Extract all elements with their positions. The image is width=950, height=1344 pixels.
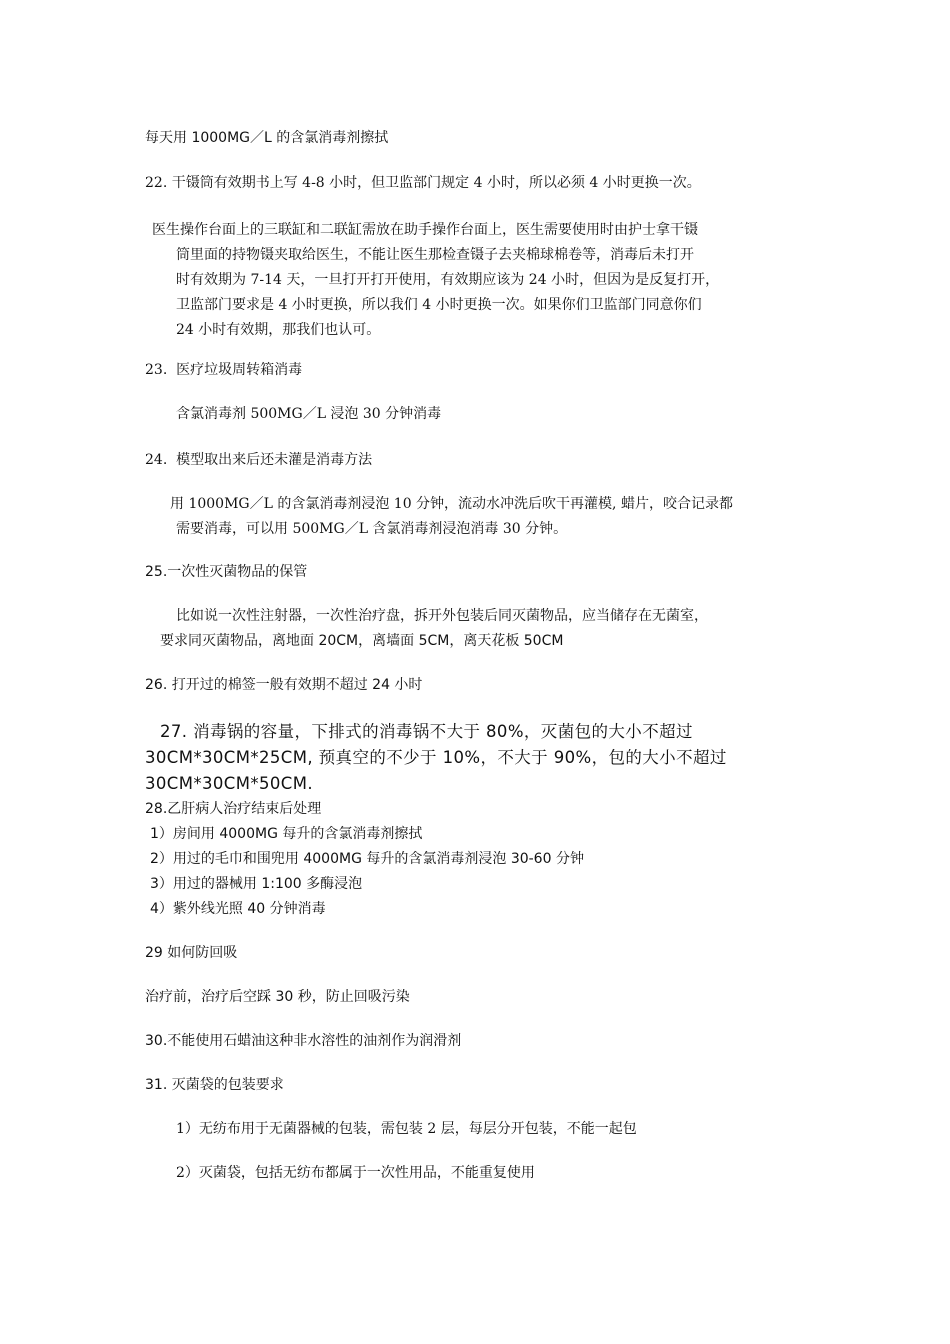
item-27-line-1: 27. 消毒锅的容量，下排式的消毒锅不大于 80%，灭菌包的大小不超过 (160, 722, 693, 741)
item-31-point-2: 2）灭菌袋，包括无纺布都属于一次性用品，不能重复使用 (176, 1165, 535, 1181)
item-28-step-4: 4）紫外线光照 40 分钟消毒 (150, 901, 326, 917)
item-22-para-line-3: 时有效期为 7-14 天，一旦打开打开使用，有效期应该为 24 小时，但因为是反复打开， (176, 272, 720, 288)
item-26-heading: 26. 打开过的棉签一般有效期不超过 24 小时 (145, 677, 423, 693)
item-28-step-2: 2）用过的毛巾和围兜用 4000MG 每升的含氯消毒剂浸泡 30-60 分钟 (150, 851, 584, 867)
item-22-para-line-2: 筒里面的持物镊夹取给医生，不能让医生那检查镊子去夹棉球棉卷等，消毒后未打开 (176, 247, 694, 263)
item-24-body-line-2: 需要消毒，可以用 500MG／L 含氯消毒剂浸泡消毒 30 分钟。 (176, 521, 568, 537)
item-22-para-line-1: 医生操作台面上的三联缸和二联缸需放在助手操作台面上，医生需要使用时由护士拿干镊 (152, 222, 698, 238)
item-24-heading: 24. 模型取出来后还未灌是消毒方法 (145, 452, 373, 468)
item-27-line-2: 30CM*30CM*25CM, 预真空的不少于 10%，不大于 90%，包的大小不超过 (145, 748, 727, 767)
item-28-step-1: 1）房间用 4000MG 每升的含氯消毒剂擦拭 (150, 826, 423, 842)
item-29-heading: 29 如何防回吸 (145, 945, 238, 961)
text-line-disinfect-wipe: 每天用 1000MG／L 的含氯消毒剂擦拭 (145, 130, 389, 146)
item-31-point-1: 1）无纺布用于无菌器械的包装，需包装 2 层，每层分开包装，不能一起包 (176, 1121, 637, 1137)
item-25-body-line-2: 要求同灭菌物品，离地面 20CM，离墙面 5CM，离天花板 50CM (160, 633, 564, 649)
item-24-body-line-1: 用 1000MG／L 的含氯消毒剂浸泡 10 分钟，流动水冲洗后吹干再灌模, 蜡片，咬合记录都 (170, 496, 733, 512)
item-28-step-3: 3）用过的器械用 1:100 多酶浸泡 (150, 876, 363, 892)
item-30-heading: 30.不能使用石蜡油这种非水溶性的油剂作为润滑剂 (145, 1033, 462, 1049)
item-22-heading: 22. 干镊筒有效期书上写 4-8 小时，但卫监部门规定 4 小时，所以必须 4 小时更换一次。 (145, 175, 701, 191)
item-22-para-line-4: 卫监部门要求是 4 小时更换，所以我们 4 小时更换一次。如果你们卫监部门同意你们 (176, 297, 702, 313)
item-22-para-line-5: 24 小时有效期，那我们也认可。 (176, 322, 381, 338)
item-23-body: 含氯消毒剂 500MG／L 浸泡 30 分钟消毒 (176, 406, 442, 422)
item-31-heading: 31. 灭菌袋的包装要求 (145, 1077, 284, 1093)
item-27-line-3: 30CM*30CM*50CM. (145, 774, 314, 793)
item-28-heading: 28.乙肝病人治疗结束后处理 (145, 801, 322, 817)
item-29-body: 治疗前，治疗后空踩 30 秒，防止回吸污染 (145, 989, 410, 1005)
item-25-body-line-1: 比如说一次性注射器，一次性治疗盘，拆开外包装后同灭菌物品，应当储存在无菌室， (176, 608, 708, 624)
item-23-heading: 23. 医疗垃圾周转箱消毒 (145, 362, 303, 378)
item-25-heading: 25.一次性灭菌物品的保管 (145, 564, 308, 580)
